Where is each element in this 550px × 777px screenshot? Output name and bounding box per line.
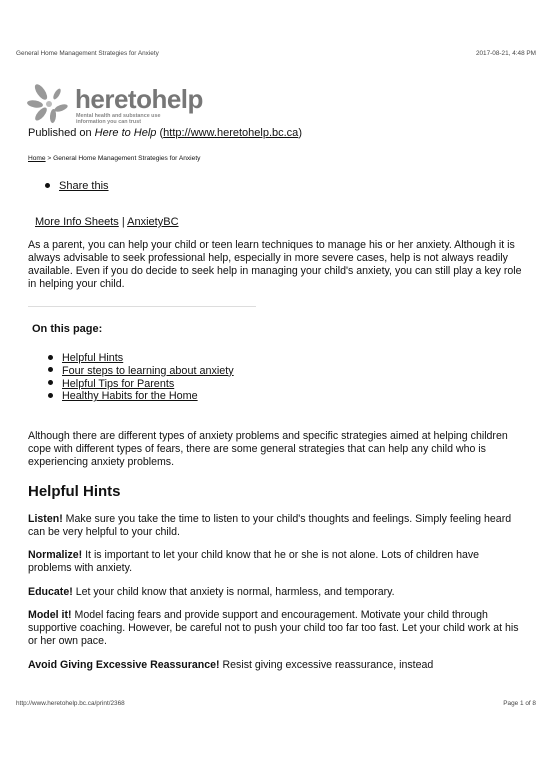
share-this-link[interactable]: Share this xyxy=(59,180,109,192)
more-info-links: More Info Sheets | AnxietyBC xyxy=(35,216,179,228)
logo-tagline: Mental health and substance use information you can trust xyxy=(76,113,161,125)
site-name: Here to Help xyxy=(94,127,157,139)
bullet-icon xyxy=(45,183,50,188)
section-heading-helpful-hints: Helpful Hints xyxy=(28,483,121,500)
hint-listen: Listen! Make sure you take the time to listen to your child's thoughts and feelings. Simply feeling heard can be very helpful to your child. xyxy=(28,513,512,538)
print-footer xyxy=(16,700,536,712)
anxietybc-link[interactable]: AnxietyBC xyxy=(127,216,179,228)
hint-educate: Educate! Let your child know that anxiety is normal, harmless, and temporary. xyxy=(28,586,395,598)
print-footer-url: http://www.heretohelp.bc.ca/print/2368 xyxy=(16,700,125,707)
on-this-page-list xyxy=(48,352,234,403)
share-list-item xyxy=(45,180,109,192)
bullet-icon xyxy=(48,393,53,398)
print-header-datetime: 2017-08-21, 4:48 PM xyxy=(475,50,536,57)
toc-item xyxy=(48,378,234,391)
breadcrumb-home-link[interactable]: Home xyxy=(28,155,46,162)
toc-link-healthy-habits[interactable]: Healthy Habits for the Home xyxy=(62,390,198,403)
more-info-sheets-link[interactable]: More Info Sheets xyxy=(35,216,119,228)
logo-name: heretohelp xyxy=(75,84,203,114)
published-line: Published on Here to Help (http://www.heretohelp.bc.ca) xyxy=(28,127,302,139)
toc-item xyxy=(48,352,234,365)
divider xyxy=(28,306,256,307)
heretohelp-logo xyxy=(27,80,227,130)
breadcrumb xyxy=(28,155,200,162)
print-header-title: General Home Management Strategies for Anxiety xyxy=(16,50,159,57)
general-paragraph: Although there are different types of anxiety problems and specific strategies aimed at helping children cope with different types of fears, there are some general strategies that can help any child who is experiencing anxiety problems. xyxy=(28,430,508,468)
bullet-icon xyxy=(48,380,53,385)
intro-paragraph: As a parent, you can help your child or teen learn techniques to manage his or her anxiety. Although it is always advisable to seek professional help, especially in more severe cases, help is not always readily available. Even if you do decide to seek help in managing your child's anxiety, you can still play a key role in helping your child. xyxy=(28,239,522,290)
hint-avoid-reassurance: Avoid Giving Excessive Reassurance! Resist giving excessive reassurance, instead xyxy=(28,659,434,671)
print-header xyxy=(16,50,536,62)
bullet-icon xyxy=(48,367,53,372)
bullet-icon xyxy=(48,355,53,360)
toc-link-four-steps[interactable]: Four steps to learning about anxiety xyxy=(62,364,234,377)
breadcrumb-current: > General Home Management Strategies for Anxiety xyxy=(45,155,201,162)
on-this-page-heading: On this page: xyxy=(32,323,103,335)
hint-model-it: Model it! Model facing fears and provide support and encouragement. Motivate your child through supportive coaching. However, be careful not to push your child too far too fast. Let your child work at his or her own pace. xyxy=(28,609,519,647)
print-footer-page: Page 1 of 8 xyxy=(503,700,536,707)
leaf-flower-icon xyxy=(27,80,73,126)
toc-link-helpful-hints[interactable]: Helpful Hints xyxy=(62,352,124,364)
hint-normalize: Normalize! It is important to let your child know that he or she is not alone. Lots of children have problems with anxiety. xyxy=(28,549,480,574)
toc-item xyxy=(48,390,234,403)
toc-link-tips-for-parents[interactable]: Helpful Tips for Parents xyxy=(62,377,175,390)
site-url-link[interactable]: http://www.heretohelp.bc.ca xyxy=(163,127,299,139)
toc-item xyxy=(48,365,234,378)
